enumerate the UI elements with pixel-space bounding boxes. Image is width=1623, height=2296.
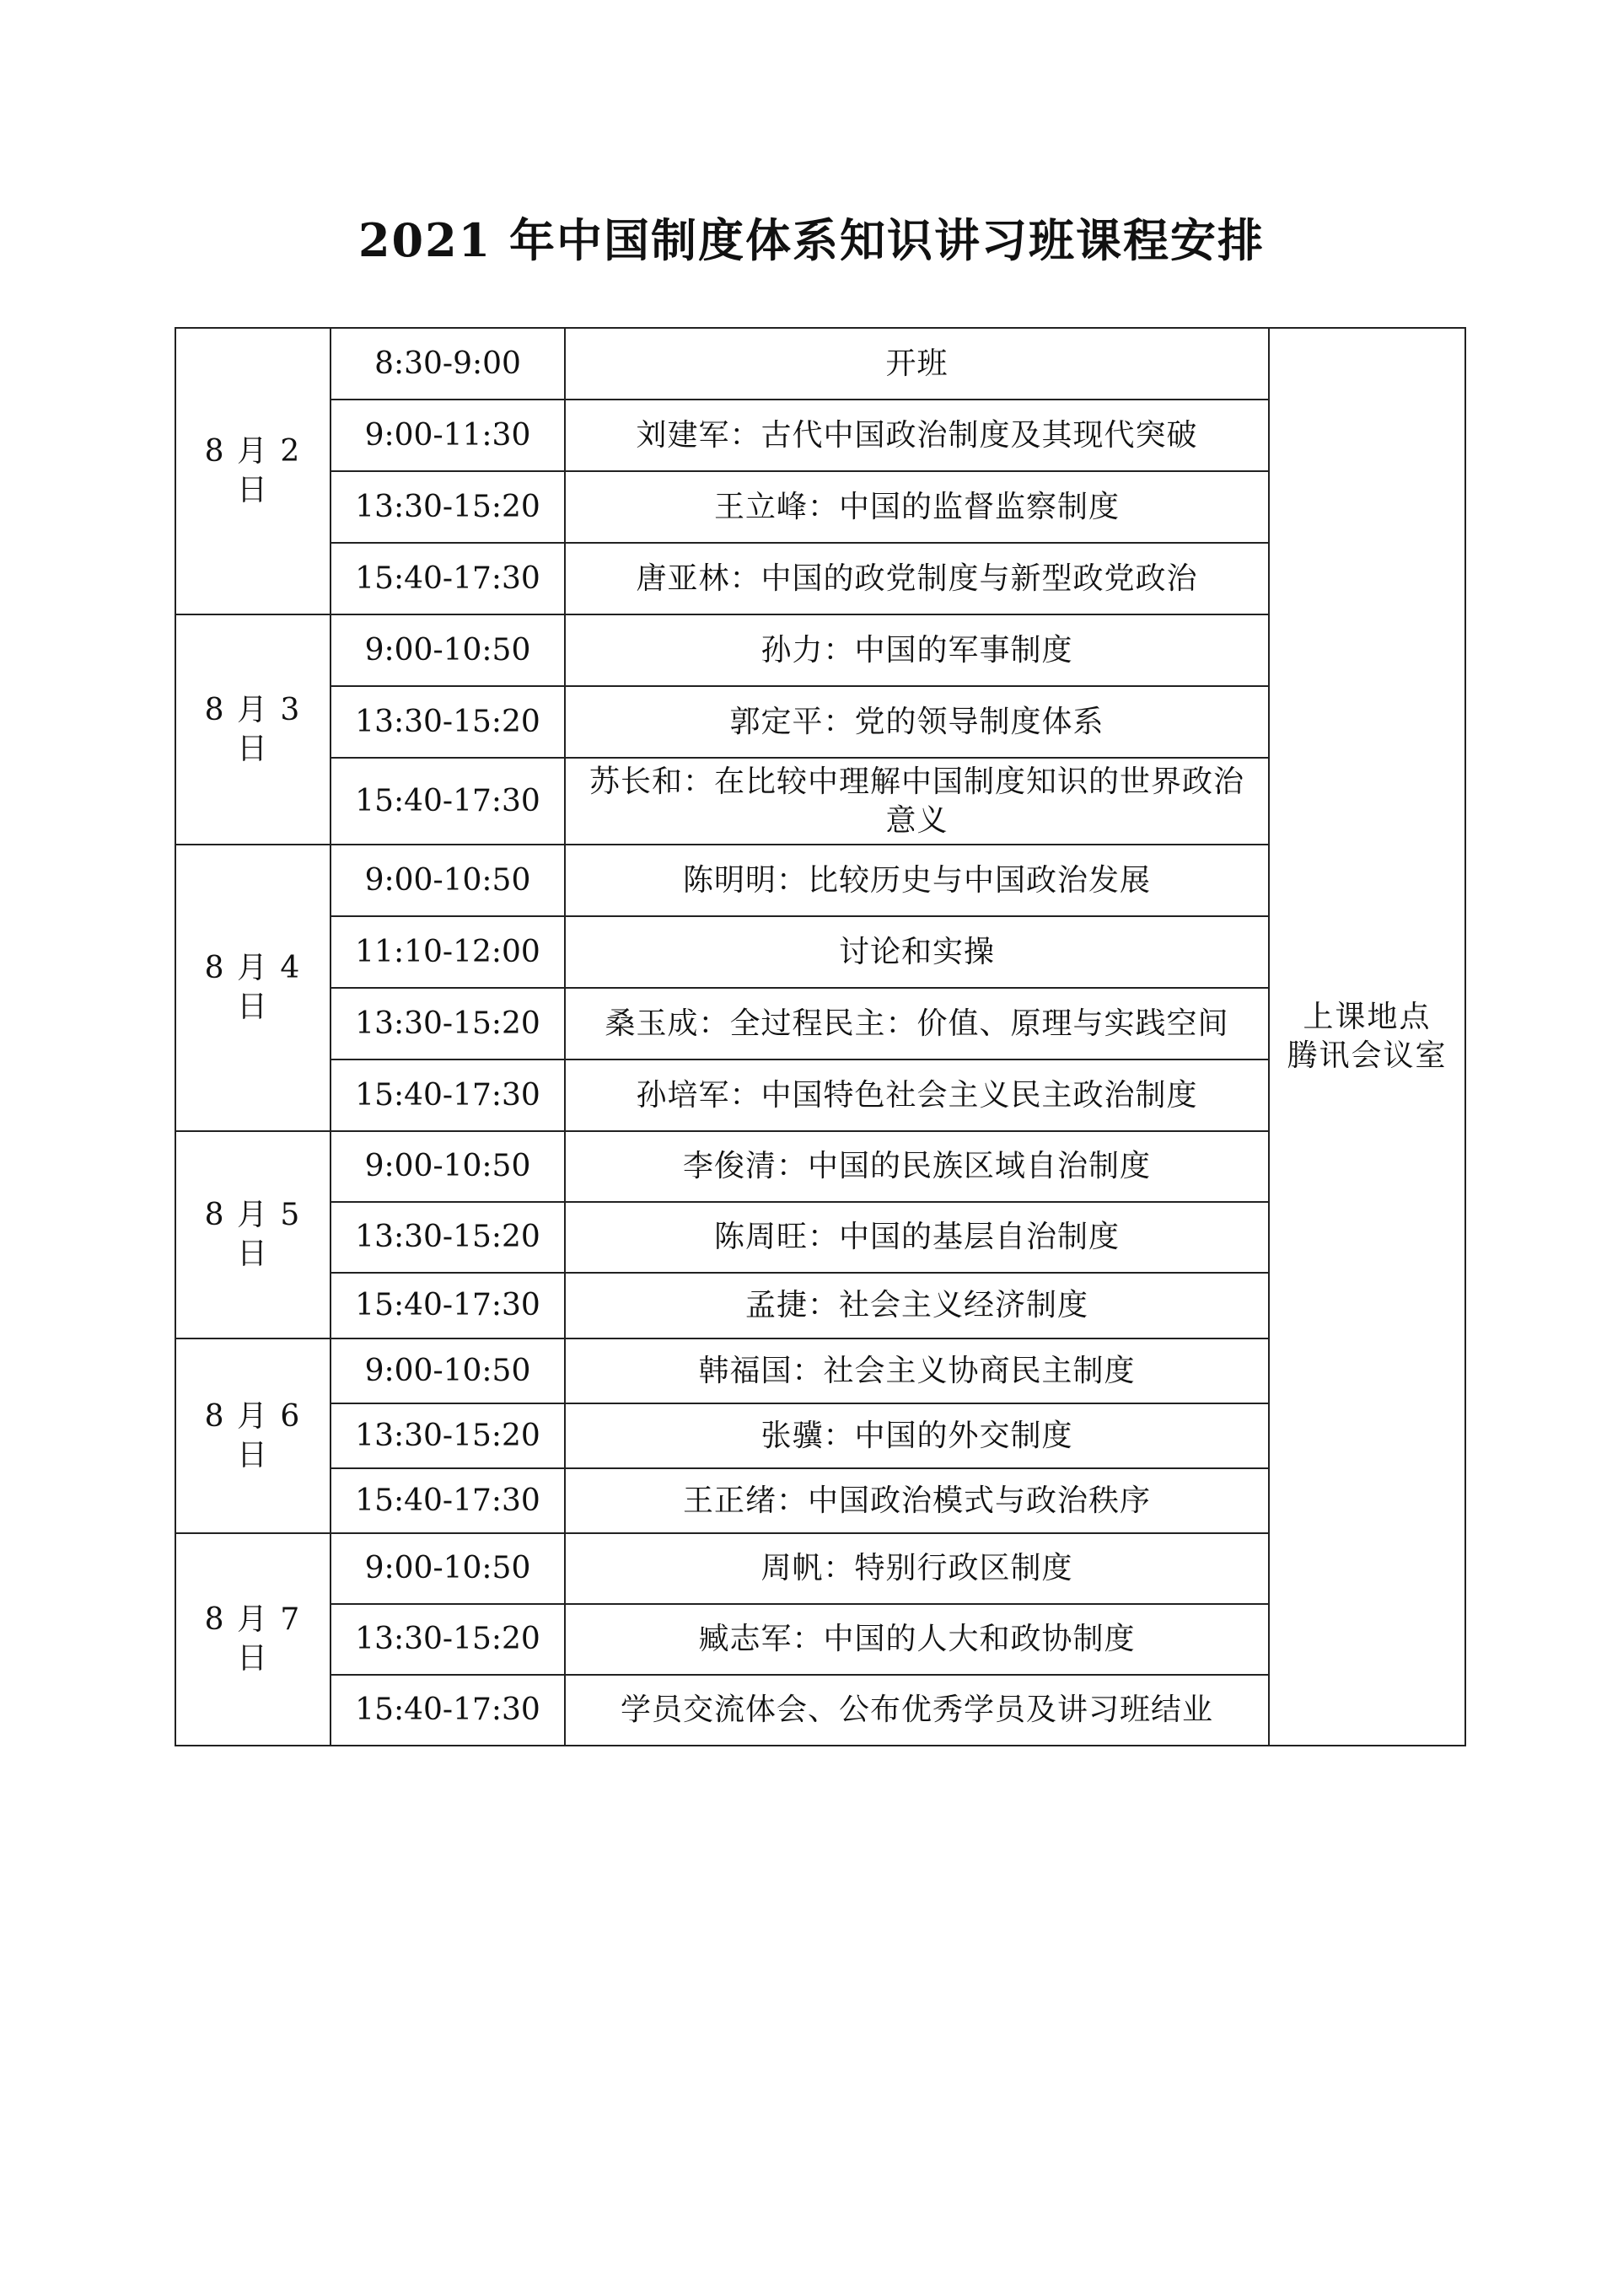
topic-cell: 陈明明：比较历史与中国政治发展: [565, 845, 1269, 916]
time-cell: 9:00-10:50: [331, 845, 565, 916]
date-cell: 8 月 3 日: [175, 614, 331, 845]
time-cell: 13:30-15:20: [331, 1202, 565, 1273]
topic-cell: 桑玉成：全过程民主：价值、原理与实践空间: [565, 988, 1269, 1059]
location-label: 上课地点: [1303, 1000, 1432, 1034]
time-cell: 9:00-10:50: [331, 614, 565, 686]
date-cell: 8 月 6 日: [175, 1338, 331, 1533]
time-cell: 15:40-17:30: [331, 1059, 565, 1131]
time-cell: 13:30-15:20: [331, 471, 565, 543]
time-cell: 15:40-17:30: [331, 1675, 565, 1746]
topic-cell: 周帆：特别行政区制度: [565, 1533, 1269, 1604]
topic-cell: 开班: [565, 328, 1269, 400]
time-cell: 13:30-15:20: [331, 686, 565, 758]
page-title: 2021 年中国制度体系知识讲习班课程安排: [357, 213, 1266, 267]
location-cell: [1269, 328, 1465, 1746]
topic-cell: 苏长和：在比较中理解中国制度知识的世界政治意义: [565, 758, 1269, 845]
date-cell: 8 月 7 日: [175, 1533, 331, 1746]
time-cell: 15:40-17:30: [331, 1468, 565, 1533]
topic-cell: 王正绪：中国政治模式与政治秩序: [565, 1468, 1269, 1533]
topic-cell: 唐亚林：中国的政党制度与新型政党政治: [565, 543, 1269, 614]
topic-cell: 孙力：中国的军事制度: [565, 614, 1269, 686]
topic-cell: 孙培军：中国特色社会主义民主政治制度: [565, 1059, 1269, 1131]
time-cell: 9:00-11:30: [331, 400, 565, 471]
time-cell: 15:40-17:30: [331, 543, 565, 614]
topic-cell: 陈周旺：中国的基层自治制度: [565, 1202, 1269, 1273]
time-cell: 15:40-17:30: [331, 758, 565, 845]
time-cell: 9:00-10:50: [331, 1131, 565, 1202]
topic-cell: 韩福国：社会主义协商民主制度: [565, 1338, 1269, 1403]
topic-cell: 学员交流体会、公布优秀学员及讲习班结业: [565, 1675, 1269, 1746]
time-cell: 8:30-9:00: [331, 328, 565, 400]
schedule-table: [175, 327, 1466, 1746]
time-cell: 9:00-10:50: [331, 1338, 565, 1403]
time-cell: 15:40-17:30: [331, 1273, 565, 1338]
time-cell: 13:30-15:20: [331, 1403, 565, 1468]
topic-cell: 讨论和实操: [565, 916, 1269, 988]
time-cell: 11:10-12:00: [331, 916, 565, 988]
time-cell: 9:00-10:50: [331, 1533, 565, 1604]
topic-cell: 郭定平：党的领导制度体系: [565, 686, 1269, 758]
date-cell: 8 月 5 日: [175, 1131, 331, 1338]
topic-cell: 李俊清：中国的民族区域自治制度: [565, 1131, 1269, 1202]
topic-cell: 臧志军：中国的人大和政协制度: [565, 1604, 1269, 1675]
topic-cell: 王立峰：中国的监督监察制度: [565, 471, 1269, 543]
time-cell: 13:30-15:20: [331, 988, 565, 1059]
topic-cell: 张骥：中国的外交制度: [565, 1403, 1269, 1468]
location-value: 腾讯会议室: [1287, 1038, 1448, 1073]
topic-cell: 孟捷：社会主义经济制度: [565, 1273, 1269, 1338]
topic-cell: 刘建军：古代中国政治制度及其现代突破: [565, 400, 1269, 471]
date-cell: 8 月 4 日: [175, 845, 331, 1131]
table-row: [175, 328, 1465, 400]
time-cell: 13:30-15:20: [331, 1604, 565, 1675]
date-cell: 8 月 2 日: [175, 328, 331, 614]
